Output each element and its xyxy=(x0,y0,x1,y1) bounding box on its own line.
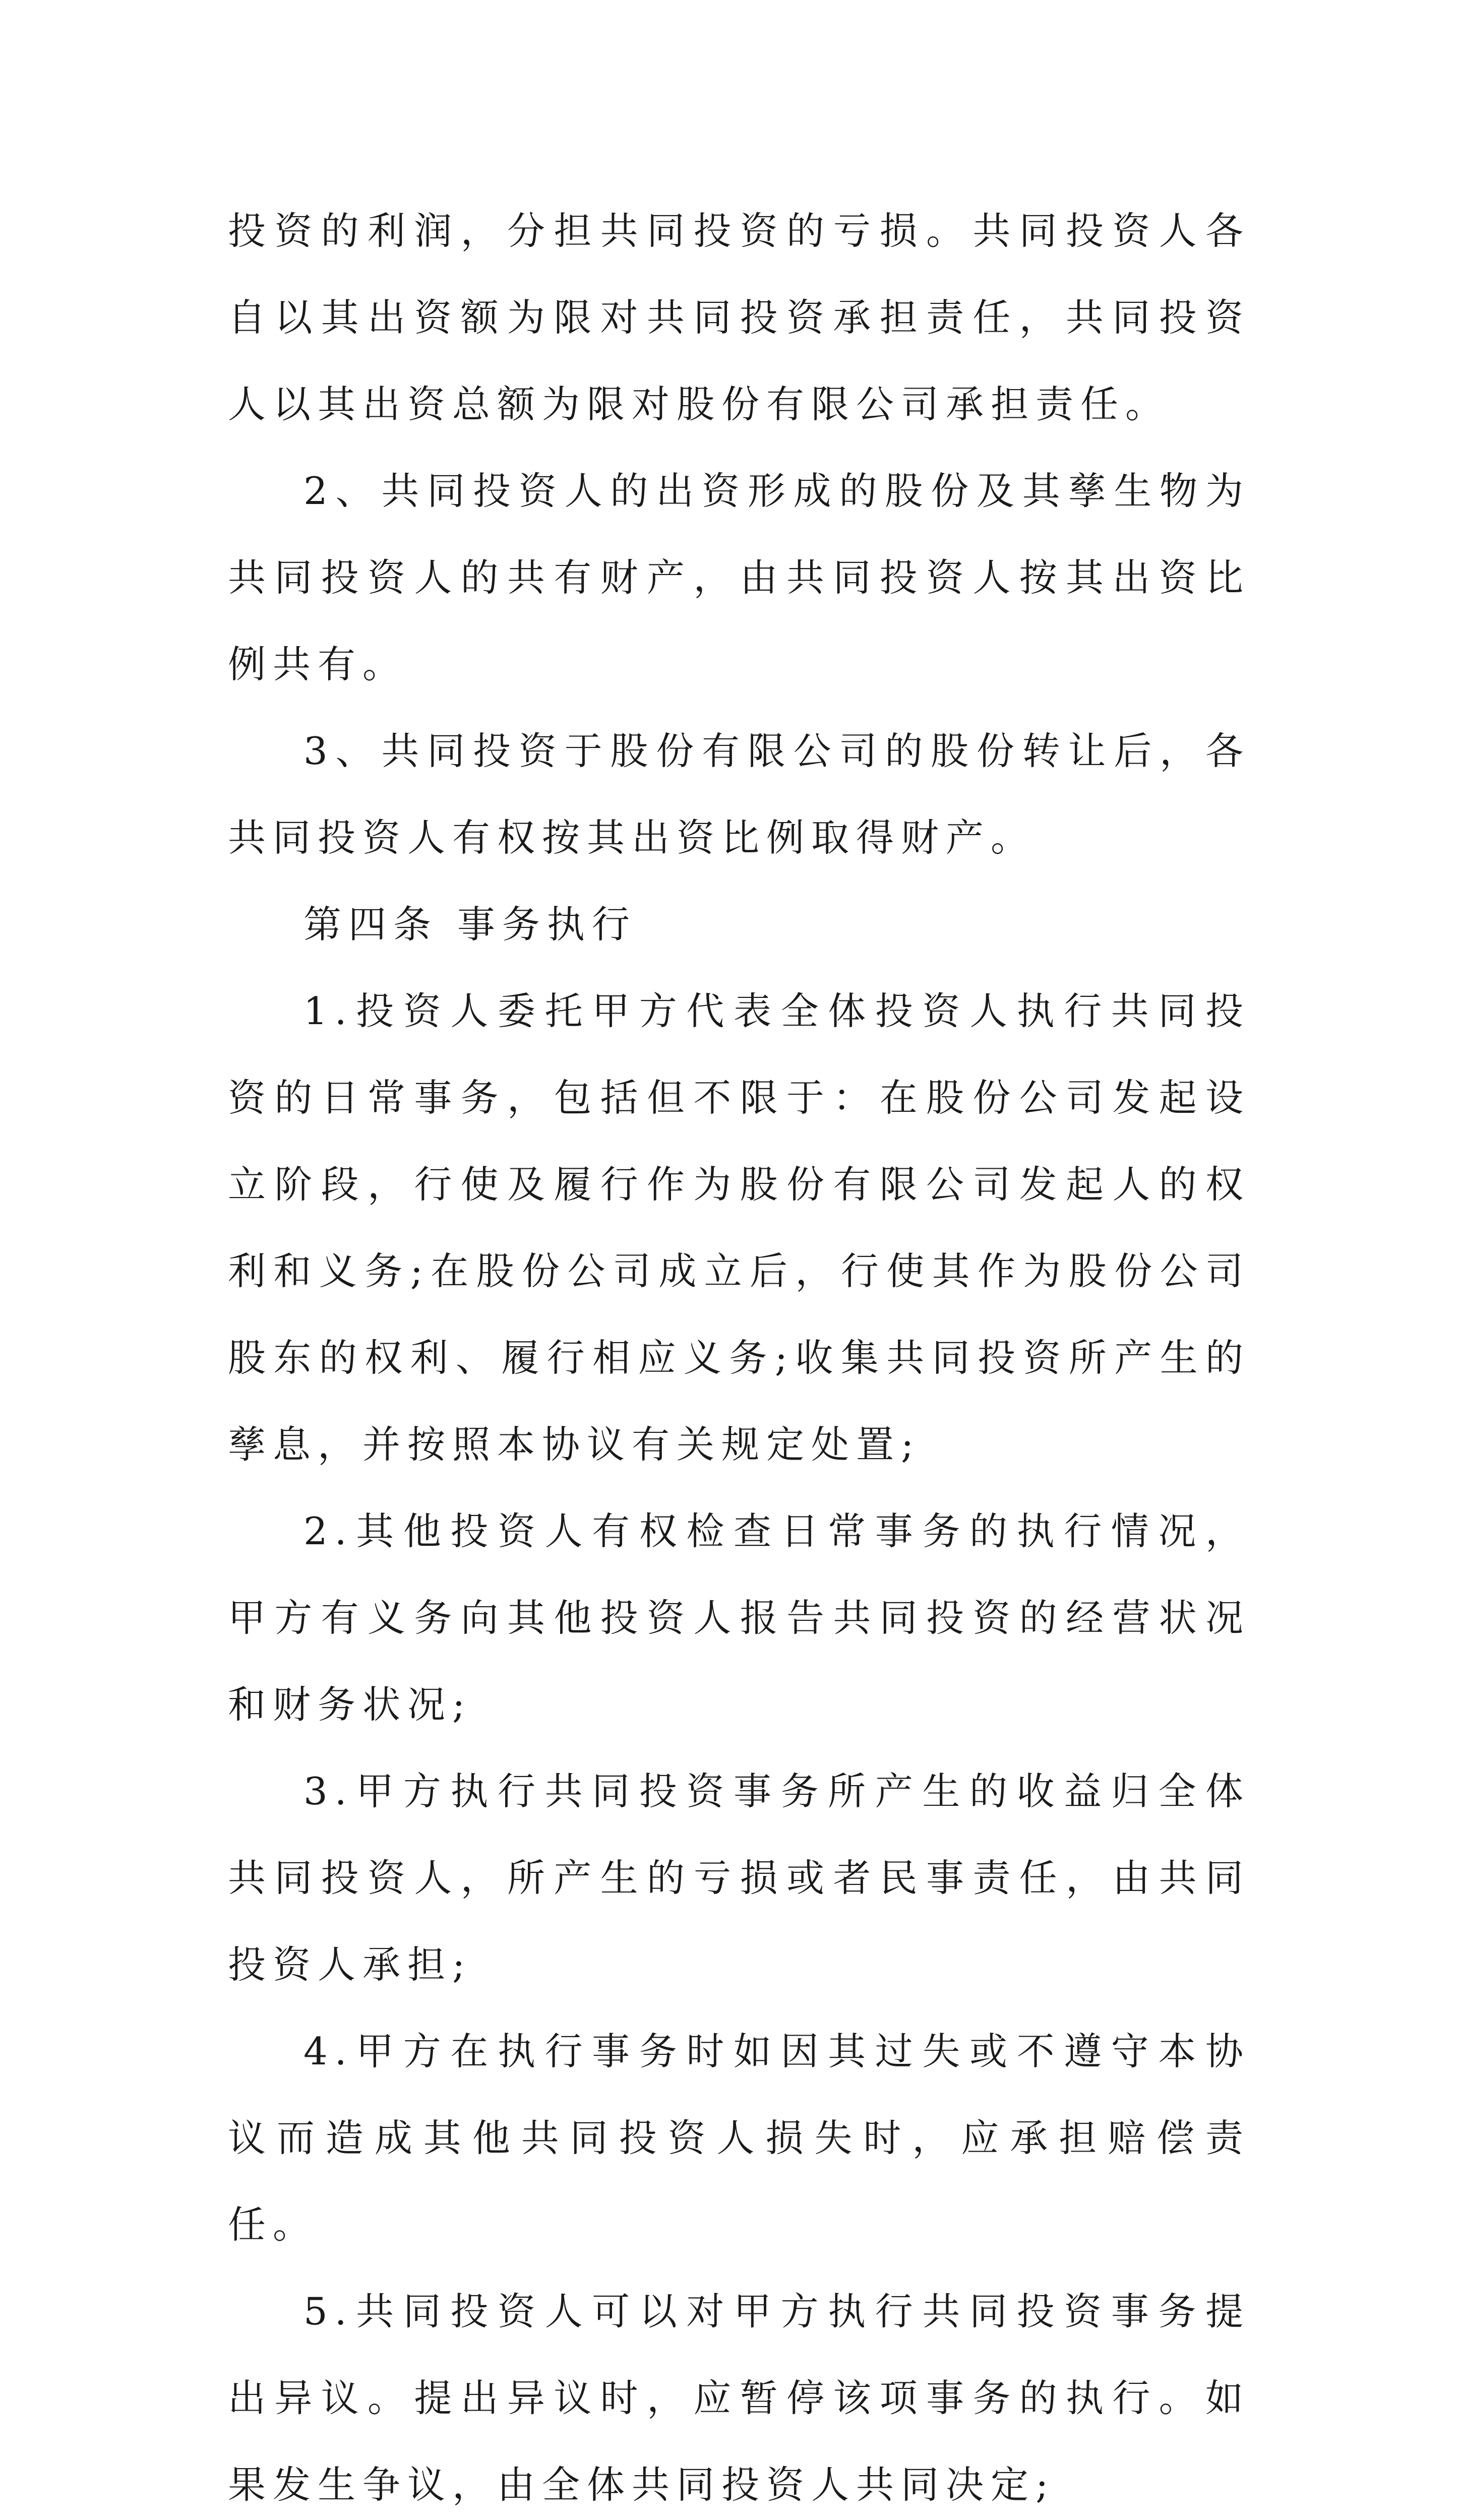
paragraph-item-3: 3.甲方执行共同投资事务所产生的收益归全体共同投资人，所产生的亏损或者民事责任，由共同投资人承担; xyxy=(228,1769,1250,1987)
paragraph-item-2: 2.其他投资人有权检查日常事务的执行情况，甲方有义务向其他投资人报告共同投资的经营状况和财务状况; xyxy=(228,1509,1250,1727)
section-heading-article-4: 第四条 事务执行 xyxy=(303,902,637,947)
paragraph-item-5: 5.共同投资人可以对甲方执行共同投资事务提出异议。提出异议时，应暂停该项事务的执行。如果发生争议，由全体共同投资人共同决定; xyxy=(228,2289,1250,2507)
paragraph-clause-3: 3、共同投资于股份有限公司的股份转让后，各共同投资人有权按其出资比例取得财产。 xyxy=(228,729,1250,860)
document-body xyxy=(228,187,1250,2520)
paragraph-item-1: 1.投资人委托甲方代表全体投资人执行共同投资的日常事务，包括但不限于：在股份公司发起设立阶段，行使及履行作为股份有限公司发起人的权利和义务;在股份公司成立后，行使其作为股份公司股东的权利、履行相应义务;收集共同投资所产生的孳息，并按照本协议有关规定处置; xyxy=(228,989,1250,1467)
paragraph-clause-2: 2、共同投资人的出资形成的股份及其孳生物为共同投资人的共有财产，由共同投资人按其出资比例共有。 xyxy=(228,469,1250,686)
paragraph-profit-loss: 投资的利润，分担共同投资的亏损。共同投资人各自以其出资额为限对共同投资承担责任，共同投资人以其出资总额为限对股份有限公司承担责任。 xyxy=(228,209,1250,426)
paragraph-item-4: 4.甲方在执行事务时如因其过失或不遵守本协议而造成其他共同投资人损失时，应承担赔偿责任。 xyxy=(228,2029,1250,2247)
